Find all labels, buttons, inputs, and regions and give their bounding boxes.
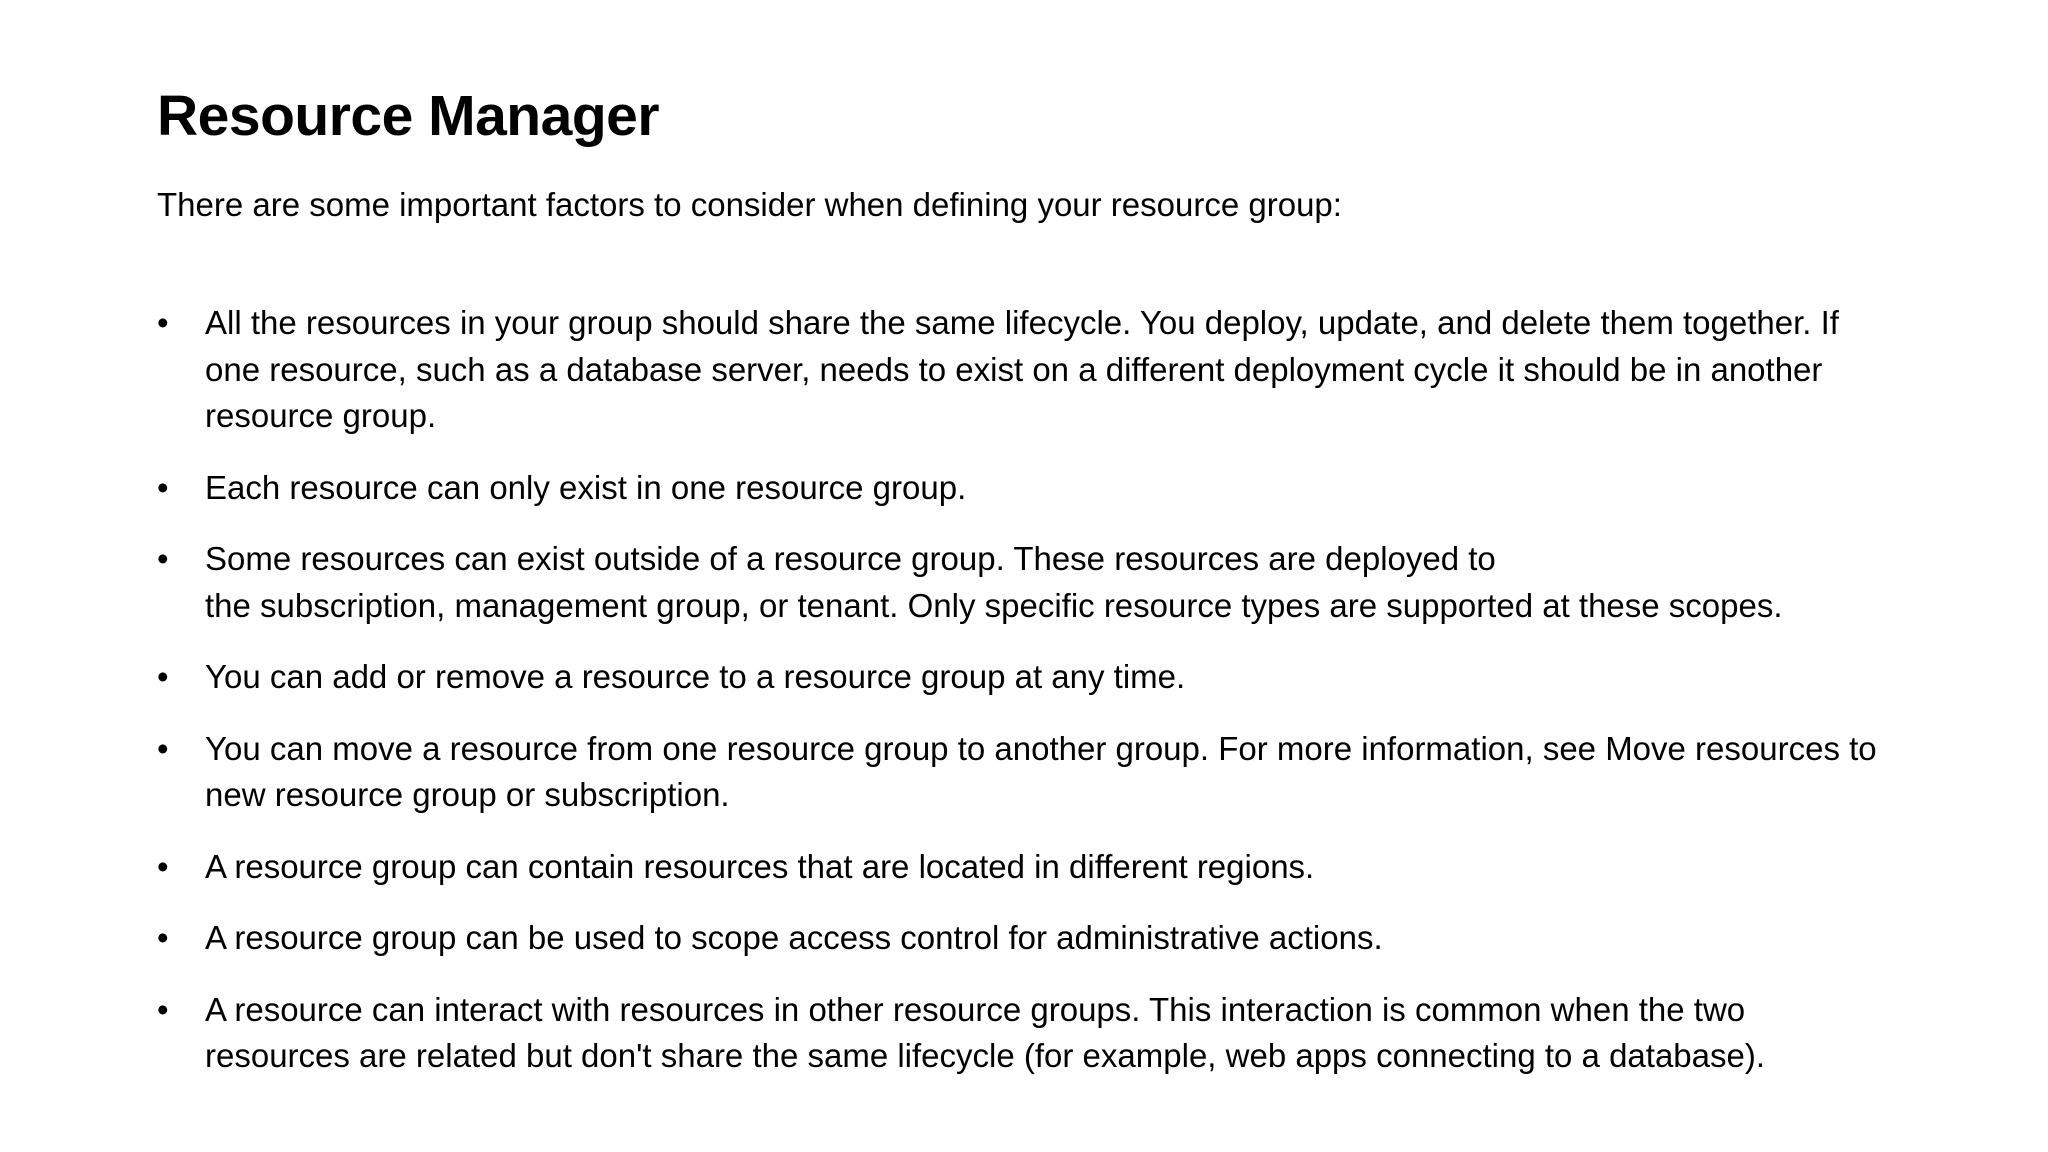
bullet-line: the subscription, management group, or tenant. Only specific resource types are supported at these scopes. [205, 586, 1783, 624]
bullet-text [205, 844, 2017, 891]
bullet-item [157, 300, 2017, 440]
bullet-text [205, 915, 2017, 962]
bullet-item [157, 987, 2017, 1080]
bullet-line: resources are related but don't share the same lifecycle (for example, web apps connecting to a database). [205, 1037, 1766, 1074]
bullet-line: You can move a resource from one resource group to another group. For more information, see Move resources to [205, 729, 1877, 767]
bullet-line: A resource can interact with resources in other resource groups. This interaction is common when the two [205, 990, 1746, 1028]
bullet-line: Some resources can exist outside of a resource group. These resources are deployed to [205, 540, 1496, 577]
bullet-item [157, 844, 2017, 891]
bullet-item [157, 915, 2017, 962]
bullet-line: Each resource can only exist in one resource group. [205, 468, 967, 506]
bullet-dot-icon: • [157, 847, 169, 885]
bullet-line: resource group. [205, 397, 437, 434]
bullet-dot-icon: • [157, 304, 169, 341]
bullet-item [157, 726, 2017, 819]
bullet-text [205, 300, 2017, 440]
bullet-item [157, 465, 2017, 512]
intro-text: There are some important factors to consider when defining your resource group: [157, 186, 1342, 223]
bullet-line: You can add or remove a resource to a resource group at any time. [205, 658, 1186, 695]
bullet-line: All the resources in your group should share the same lifecycle. You deploy, update, and delete them together. If [205, 304, 1839, 341]
bullet-item [157, 654, 2017, 701]
bullet-dot-icon: • [157, 468, 169, 506]
bullet-dot-icon: • [157, 658, 169, 695]
bullet-dot-icon: • [157, 919, 169, 956]
bullet-line: A resource group can contain resources that are located in different regions. [205, 847, 1315, 885]
slide-title: Resource Manager [157, 84, 660, 148]
bullet-line: new resource group or subscription. [205, 776, 730, 813]
bullet-text [205, 465, 2017, 512]
bullet-text [205, 536, 2017, 629]
bullet-text [205, 987, 2017, 1080]
bullet-dot-icon: • [157, 540, 169, 577]
bullet-item [157, 536, 2017, 629]
bullet-dot-icon: • [157, 990, 169, 1028]
bullet-list [157, 300, 2017, 1105]
bullet-text [205, 726, 2017, 819]
bullet-dot-icon: • [157, 729, 169, 767]
bullet-text [205, 654, 2017, 701]
bullet-line: one resource, such as a database server, needs to exist on a different deployment cycle it should be in another [205, 350, 1823, 388]
bullet-line: A resource group can be used to scope access control for administrative actions. [205, 919, 1383, 956]
